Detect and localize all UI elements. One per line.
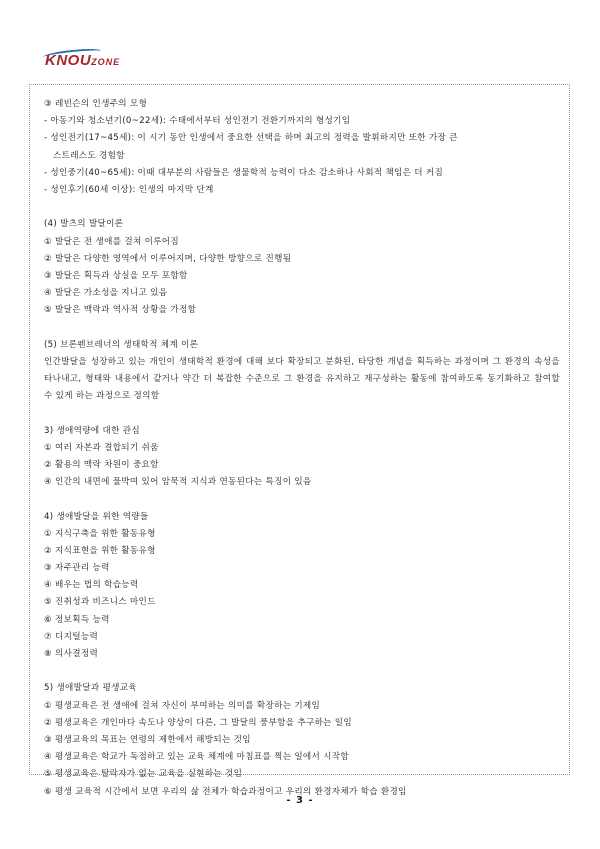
list-item: ① 지식구축을 위한 활동유형 (44, 528, 156, 539)
list-item: ④ 배우는 법의 학습능력 (44, 580, 139, 591)
section-life-competency-interest (44, 423, 560, 492)
list-item: ③ 발달은 획득과 상실을 모두 포함함 (44, 270, 188, 281)
section-baltes (44, 216, 560, 319)
list-item: ⑦ 디지털능력 (44, 631, 99, 642)
section-lifelong-education (44, 680, 560, 800)
section-heading: (4) 발츠의 발달이론 (44, 219, 124, 230)
list-item: - 성인후기(60세 이상): 인생의 마지막 단계 (44, 184, 214, 195)
list-item: ② 지식표현을 위한 활동유형 (44, 545, 156, 556)
section-heading: 5) 생애발달과 평생교육 (44, 683, 137, 694)
section-heading: 4) 생애발달을 위한 역량들 (44, 511, 149, 522)
page-number: - 3 - (286, 795, 314, 806)
list-item: ② 평생교육은 개인마다 속도나 양상이 다른, 그 발달의 풍부함을 추구하는 일임 (44, 717, 353, 728)
section-heading: (5) 브론펜브레너의 생태학적 체계 이론 (44, 339, 199, 350)
list-item: ⑧ 의사결정력 (44, 649, 99, 660)
list-item: ④ 평생교육은 학교가 독점하고 있는 교육 체계에 마침표를 찍는 일에서 시작함 (44, 752, 349, 763)
knouzone-logo (45, 52, 120, 69)
list-item: ⑥ 평생 교육적 시간에서 보면 우리의 삶 전체가 학습과정이고 우리의 환경자체가 학습 환경임 (44, 786, 407, 797)
list-item: ④ 발달은 가소성을 지니고 있음 (44, 288, 168, 299)
logo-rest-text: ZONE (91, 57, 121, 67)
list-item-continuation: 스트레스도 경험함 (53, 150, 125, 161)
list-item: ④ 인간의 내면에 물박여 있어 암묵적 지식과 연동된다는 특징이 있음 (44, 477, 312, 488)
list-item: ① 평생교육은 전 생애에 걸쳐 자신이 부여하는 의미를 확장하는 기제임 (44, 700, 321, 711)
list-item: - 성인전기(17~45세): 이 시기 동안 인생에서 중요한 선택을 하며 최고의 정력을 발휘하지만 또한 가장 큰 (44, 133, 458, 144)
list-item: ② 활용의 맥락 차원이 중요함 (44, 459, 159, 470)
section-levinson (44, 96, 560, 199)
document-body (44, 96, 560, 801)
section-competencies (44, 509, 560, 664)
section-bronfenbrenner (44, 337, 560, 406)
list-item: ⑤ 진취성과 비즈니스 마인드 (44, 597, 156, 608)
logo-main-text: KNOU (45, 52, 92, 69)
list-item: ③ 평생교육의 목표는 연령의 제한에서 해방되는 것임 (44, 734, 251, 745)
paragraph: 인간발달을 성장하고 있는 개인이 생태학적 환경에 대해 보다 확장되고 분화된, 타당한 개념을 획득하는 과정이며 그 환경의 속성을 타나내고, 형태와 내용에서 같거나 약간 더 복잡한 수준으로 그 환경을 유지하고 재구성하는 활동에 참여하도록 동기화하고 참여할 수 있게 하는 과정으로 정의함 (44, 356, 560, 402)
list-item: ③ 자주관리 능력 (44, 563, 110, 574)
section-heading: 3) 생애역량에 대한 관심 (44, 425, 140, 436)
list-item: - 성인중기(40~65세): 이때 대부분의 사람들은 생물학적 능력이 다소 감소하나 사회적 책임은 더 커짐 (44, 167, 444, 178)
list-item: ① 발달은 전 생애를 걸쳐 이루어짐 (44, 236, 179, 247)
list-item: - 아동기와 청소년기(0~22세): 수태에서부터 성인전기 전환기까지의 형성기임 (44, 116, 351, 127)
list-item: ① 여러 자본과 결합되기 쉬움 (44, 442, 159, 453)
section-heading: ③ 레빈슨의 인생주의 모형 (44, 99, 148, 109)
list-item: ⑥ 정보획득 능력 (44, 614, 110, 625)
list-item: ⑤ 발달은 맥락과 역사적 상황을 가정함 (44, 305, 197, 316)
list-item: ② 발달은 다양한 영역에서 이루어지며, 다양한 방향으로 진행됨 (44, 253, 292, 264)
list-item: ⑤ 평생교육은 탈락자가 없는 교육을 실현하는 것임 (44, 769, 243, 780)
